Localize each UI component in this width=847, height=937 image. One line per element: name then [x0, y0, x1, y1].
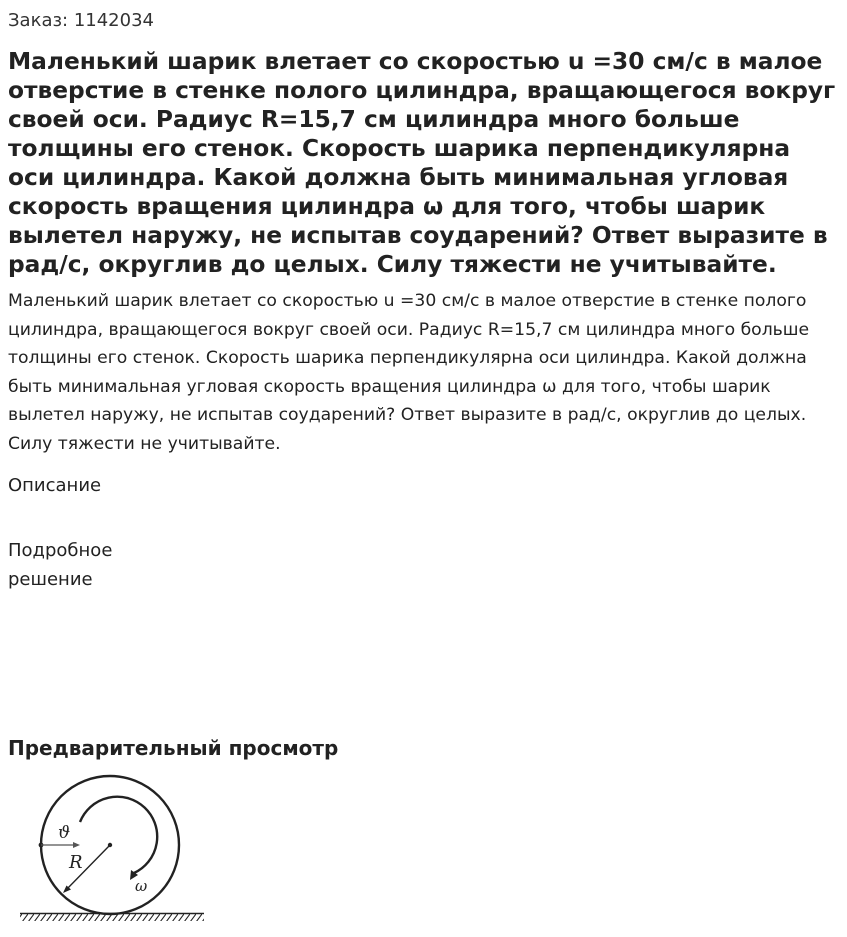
radius-label: R: [69, 852, 83, 873]
detailed-solution-label: Подробное решение: [8, 540, 113, 590]
task-title: Маленький шарик влетает со скоростью u =30 см/с в малое отверстие в стенке полого цилиндра, вращающегося вокруг своей оси. Радиус R=15,7 см цилиндра много больше толщины его стенок. Скорость шарика перпендикулярна оси цилиндра. Какой должна быть минимальная угловая скорость вращения цилиндра ω для того, чтобы шарик вылетел наружу, не испытав соударений? Ответ выразите в рад/с, округлив до целых. Силу тяжести не учитывайте.: [8, 48, 836, 278]
rotation-arrow: [80, 797, 157, 880]
cylinder-diagram: [16, 770, 210, 926]
velocity-label: ϑ: [58, 823, 71, 843]
omega-label: ω: [135, 877, 148, 895]
task-description: Маленький шарик влетает со скоростью u =30 см/с в малое отверстие в стенке полого цилиндра, вращающегося вокруг своей оси. Радиус R=15,7 см цилиндра много больше толщины его стенок. Скорость шарика перпендикулярна оси цилиндра. Какой должна быть минимальная угловая скорость вращения цилиндра ω для того, чтобы шарик вылетел наружу, не испытав соударений? Ответ выразите в рад/с, округлив до целых. Силу тяжести не учитывайте.: [8, 291, 810, 454]
order-number: Заказ: 1142034: [8, 10, 154, 31]
description-label: Описание: [8, 475, 102, 496]
preview-title: Предварительный просмотр: [8, 736, 339, 760]
